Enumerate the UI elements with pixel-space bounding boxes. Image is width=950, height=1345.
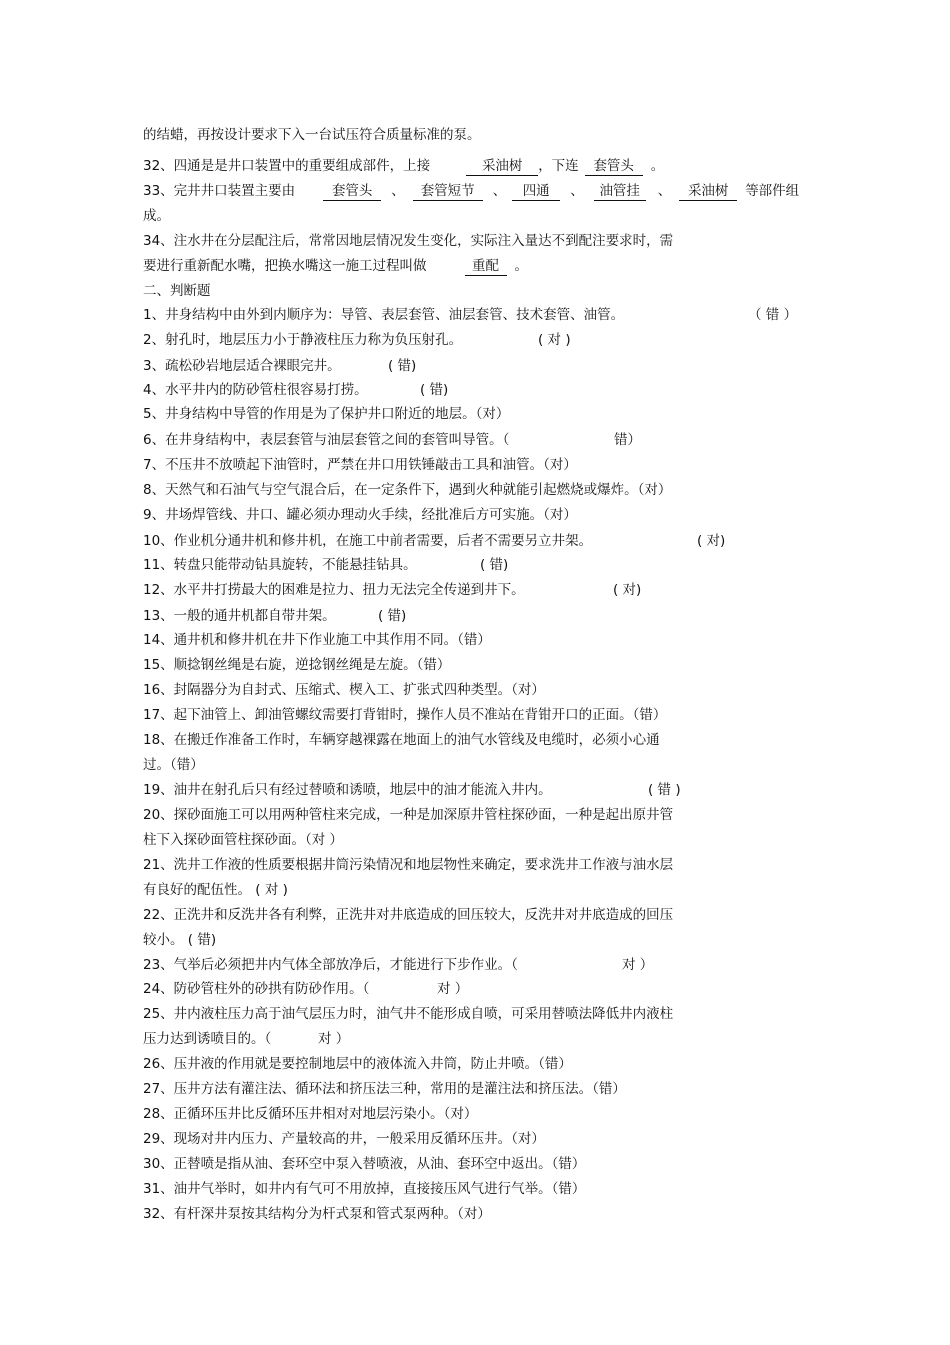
tf-item: 31、油井气举时，如井内有气可不用放掉，直接接压风气进行气举。（错） — [143, 1181, 586, 1197]
question-34-cont — [143, 257, 528, 276]
answer-blank: 油管挂 — [594, 183, 646, 201]
tf-answer: ( 错) — [388, 358, 417, 374]
tf-answer: 对 ） — [622, 957, 654, 973]
question-text: ，下连 — [538, 158, 579, 174]
question-text: 33、完井井口装置主要由 — [143, 183, 296, 199]
tf-item: 6、在井身结构中，表层套管与油层套管之间的套管叫导管。（ — [143, 432, 510, 448]
tf-item: 12、水平井打捞最大的困难是拉力、扭力无法完全传递到井下。 — [143, 582, 525, 598]
tf-item: 较小。 ( 错) — [143, 932, 217, 948]
tf-item: 24、防砂管柱外的砂拱有防砂作用。（ — [143, 981, 370, 997]
tf-answer: ( 对 ) — [538, 332, 571, 348]
tf-item: 30、正替喷是指从油、套环空中泵入替喷液，从油、套环空中返出。（错） — [143, 1156, 586, 1172]
tf-item: 有良好的配伍性。 ( 对 ) — [143, 882, 288, 898]
tf-item: 23、气举后必须把井内气体全部放净后，才能进行下步作业。（ — [143, 957, 518, 973]
tf-item: 32、有杆深井泵按其结构分为杆式泵和管式泵两种。（对） — [143, 1206, 491, 1222]
tf-answer: ( 错) — [480, 557, 509, 573]
separator: 、 — [657, 183, 672, 199]
tf-item: 28、正循环压井比反循环压井相对对地层污染小。（对） — [143, 1106, 478, 1122]
question-32 — [143, 157, 664, 176]
question-text: 32、四通是是井口装置中的重要组成部件，上接 — [143, 158, 431, 174]
separator: 、 — [492, 183, 507, 199]
answer-blank: 采油树 — [466, 158, 538, 176]
tf-answer: ( 对) — [697, 533, 726, 549]
tf-answer: ( 错) — [420, 382, 449, 398]
tf-answer: 错） — [614, 432, 641, 448]
tf-item: 16、封隔器分为自封式、压缩式、楔入工、扩张式四种类型。（对） — [143, 682, 545, 698]
tf-item: 3、疏松砂岩地层适合裸眼完井。 — [143, 358, 341, 374]
separator: 、 — [570, 183, 584, 199]
tf-item: 过。（错） — [143, 757, 204, 773]
tf-item: 18、在搬迁作准备工作时，车辆穿越裸露在地面上的油气水管线及电缆时，必须小心通 — [143, 732, 660, 748]
tf-item: 柱下入探砂面管柱探砂面。（对 ） — [143, 832, 344, 848]
question-text: 要进行重新配水嘴，把换水嘴这一施工过程叫做 — [143, 258, 427, 274]
tf-item: 13、一般的通井机都自带井架。 — [143, 608, 336, 624]
question-text: 。 — [514, 258, 528, 274]
tf-item: 15、顺捻钢丝绳是右旋，逆捻钢丝绳是左旋。（错） — [143, 657, 451, 673]
tf-item: 1、井身结构中由外到内顺序为：导管、表层套管、油层套管、技术套管、油管。 — [143, 307, 625, 323]
question-33 — [143, 182, 799, 201]
tf-item: 25、井内液柱压力高于油气层压力时，油气井不能形成自喷，可采用替喷法降低井内液柱 — [143, 1006, 674, 1022]
answer-blank: 套管头 — [323, 183, 381, 201]
section-title: 二、判断题 — [143, 283, 211, 299]
question-34: 34、注水井在分层配注后，常常因地层情况发生变化，实际注入量达不到配注要求时，需 — [143, 233, 674, 249]
answer-blank: 套管短节 — [413, 183, 483, 201]
tf-item: 22、正洗井和反洗井各有利弊，正洗井对井底造成的回压较大，反洗井对井底造成的回压 — [143, 907, 674, 923]
tf-item: 8、天然气和石油气与空气混合后，在一定条件下，遇到火种就能引起燃烧或爆炸。（对） — [143, 482, 672, 498]
tf-item: 20、探砂面施工可以用两种管柱来完成，一种是加深原井管柱探砂面，一种是起出原井管 — [143, 807, 674, 823]
answer-blank: 四通 — [512, 183, 560, 201]
text-line: 的结蜡，再按设计要求下入一台试压符合质量标准的泵。 — [143, 127, 481, 143]
tf-item: 19、油井在射孔后只有经过替喷和诱喷，地层中的油才能流入井内。 — [143, 782, 552, 798]
tf-item: 9、井场焊管线、井口、罐必须办理动火手续，经批准后方可实施。（对） — [143, 507, 577, 523]
answer-blank: 采油树 — [679, 183, 737, 201]
tf-item: 压力达到诱喷目的。（ — [143, 1031, 272, 1047]
tf-item: 7、不压井不放喷起下油管时，严禁在井口用铁锤敲击工具和油管。（对） — [143, 457, 577, 473]
answer-blank: 套管头 — [585, 158, 643, 176]
tf-answer: 对 ） — [318, 1031, 350, 1047]
tf-item: 2、射孔时，地层压力小于静液柱压力称为负压射孔。 — [143, 332, 463, 348]
answer-blank: 重配 — [465, 258, 507, 276]
tf-answer: （ 错 ） — [748, 307, 798, 323]
tf-answer: ( 对) — [613, 582, 642, 598]
tf-item: 21、洗井工作液的性质要根据井筒污染情况和地层物性来确定，要求洗井工作液与油水层 — [143, 857, 674, 873]
question-text: 。 — [650, 158, 665, 174]
tf-answer: ( 错) — [378, 608, 407, 624]
tf-item: 26、压井液的作用就是要控制地层中的液体流入井筒，防止井喷。（错） — [143, 1056, 572, 1072]
tf-answer: 对 ） — [437, 981, 469, 997]
tf-item: 5、井身结构中导管的作用是为了保护井口附近的地层。（对） — [143, 406, 510, 422]
tf-item: 14、通井机和修井机在井下作业施工中其作用不同。（错） — [143, 632, 491, 648]
tf-item: 10、作业机分通井机和修井机，在施工中前者需要，后者不需要另立井架。 — [143, 533, 593, 549]
tf-answer: ( 错 ) — [648, 782, 681, 798]
text-line: 成。 — [143, 208, 170, 224]
tf-item: 17、起下油管上、卸油管螺纹需要打背钳时，操作人员不准站在背钳开口的正面。（错） — [143, 707, 667, 723]
tf-item: 29、现场对井内压力、产量较高的井，一般采用反循环压井。（对） — [143, 1131, 545, 1147]
tf-item: 27、压井方法有灌注法、循环法和挤压法三种，常用的是灌注法和挤压法。（错） — [143, 1081, 626, 1097]
separator: 、 — [391, 183, 405, 199]
tf-item: 4、水平井内的防砂管柱很容易打捞。 — [143, 382, 368, 398]
question-text: 等部件组 — [745, 183, 800, 199]
tf-item: 11、转盘只能带动钻具旋转，不能悬挂钻具。 — [143, 557, 417, 573]
